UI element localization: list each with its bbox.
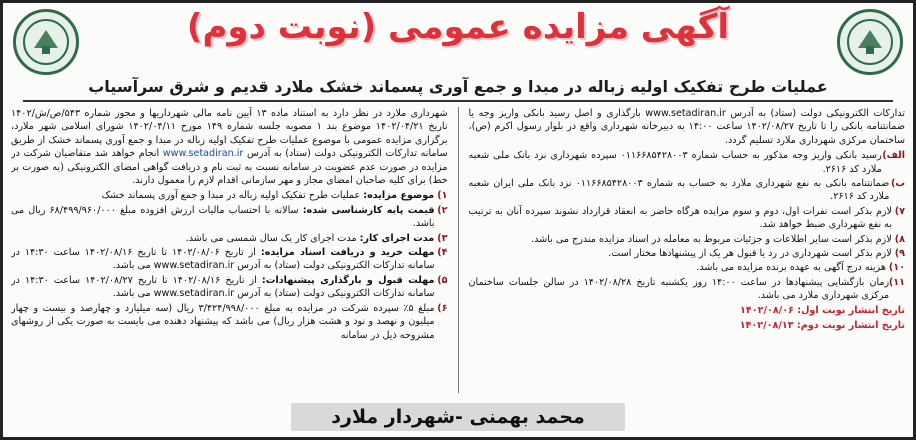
list-item: ۷) لازم بذکر است نفرات اول، دوم و سوم مزایده هرگاه حاضر به انعقاد قرارداد نشوند سپرده آنان به ترتیب به نفع شهرداری ضبط خواهد شد. (468, 205, 905, 231)
notice-title: آگهی مزایده عمومی (نوبت دوم) (186, 7, 730, 47)
list-item: ۵) مهلت قبول و بارگذاری پیشنهادات: از تاریخ ۱۴۰۲/۰۸/۱۶ تا تاریخ ۱۴۰۲/۰۸/۲۷ ساعت ۱۴:۳۰ در سامانه تدارکات الکترونیکی دولت (ستاد) به آدرس www.setadiran.ir می باشد. (11, 274, 448, 300)
intro-tail: انجام خواهد شد متقاضیان شرکت در مزایده در صورت عدم عضویت در سامانه نسبت به ثبت نام و دریافت گواهی امضای الکترونیکی (به صورت بر خط) برای کلیه صاحبان امضای مجاز و مهر سازمانی اقدام لازم را معمول دارند. (11, 148, 448, 187)
list-item: ۹) لازم بذکر است شهرداری در رد یا قبول هر یک از پیشنهادها مختار است. (608, 248, 905, 260)
list-item: ۴) مهلت خرید و دریافت اسناد مزایده: از تاریخ ۱۴۰۲/۰۸/۰۶ تا تاریخ ۱۴۰۲/۰۸/۱۶ ساعت ۱۴:۳۰ در سامانه تدارکات الکترونیکی دولت (ستاد) به آدرس www.setadiran.ir می باشد. (11, 247, 448, 272)
notice-subtitle: عملیات طرح تفکیک اولیه زباله در مبدا و جمع آوری پسماند خشک ملارد قدیم و شرق سرآسیاب (23, 77, 893, 102)
list-item: ۲) قیمت پایه کارشناسی شده: سالانه با احتساب مالیات ارزش افزوده مبلغ ۶۸/۴۹۹/۹۶۰/۰۰۰ ریال می باشد. (11, 204, 448, 230)
municipality-logo-left (13, 9, 79, 75)
emblem-icon (844, 16, 896, 68)
publish-date-first: تاریخ انتشار نوبت اول: ۱۴۰۲/۰۸/۰۶ (740, 304, 905, 316)
list-item: ۱۰) هزینه درج آگهی به عهده برنده مزایده می باشد. (696, 262, 905, 274)
list-item: ۳) مدت اجرای کار: مدت اجرای کار یک سال شمسی می باشد. (185, 232, 448, 244)
publish-date-second: تاریخ انتشار نوبت دوم: ۱۴۰۲/۰۸/۱۳ (739, 320, 905, 332)
municipality-logo-right (837, 9, 903, 75)
list-item: ۱) موضوع مزایده: عملیات طرح تفکیک اولیه زباله در مبدا و جمع آوری پسماند خشک (101, 190, 448, 202)
column-divider (458, 107, 459, 393)
list-item: ۶) مبلغ ۵٪ سپرده شرکت در مزایده به مبلغ ۳/۴۲۴/۹۹۸/۰۰۰ ریال (سه میلیارد و چهارصد و بیست و چهار میلیون و نهصد و نود و هشت هزار ریال) می باشد که پیشنهاد دهنده می بایست به صورت یکی از روشهای مشروحه ذیل در سامانه (11, 302, 448, 341)
notice-body (11, 107, 905, 393)
right-column (11, 107, 448, 393)
list-item: الف) رسید بانکی واریز وجه مذکور به حساب شماره ۰۱۱۶۶۸۵۴۲۸۰۰۳ سپرده شهرداری نزد بانک ملی شعبه ملارد کد ۲۶۱۶. (468, 150, 905, 175)
deposit-paragraph: تدارکات الکترونیکی دولت (ستاد) به آدرس www.setadiran.ir بارگذاری و اصل رسید بانکی واریز وجه یا ضمانتنامه بانکی را تا تاریخ ۱۴۰۲/۰۸/۲۷ ساعت ۱۴:۰۰ به دبیرخانه شهرداری واقع در بلوار رسول اکرم (ص)، ساختمان مرکزی شهرداری ملارد تسلیم گردد. (468, 108, 905, 146)
setad-link[interactable]: www.setadiran.ir (162, 148, 244, 160)
list-item: ۱۱) زمان بازگشایی پیشنهادها در ساعت ۱۴:۰۰ روز یکشنبه تاریخ ۱۴۰۲/۰۸/۲۸ در سالن جلسات ساختمان مرکزی شهرداری ملارد می باشد. (468, 276, 905, 302)
intro-paragraph (11, 107, 448, 187)
left-column (469, 107, 906, 393)
mayor-signature: محمد بهمنی -شهردار ملارد (291, 403, 624, 431)
intro-text: شهرداری ملارد در نظر دارد به استناد ماده ۱۳ آیین نامه مالی شهرداریها و مجوز شماره ۵۴۳/ص/ش/۱۴۰۲ تاریخ ۱۴۰۲/۰۴/۲۱ موضوع بند ۱ مصوبه جلسه شماره ۱۴۹ مورخ ۱۴۰۲/۰۴/۱۱ شورای اسلامی شهر ملارد، برگزاری مزایده عمومی با موضوع عملیات طرح تفکیک اولیه زباله در مبدا و جمع آوری پسماند خشک از طریق سامانه تدارکات الکترونیکی دولت (ستاد) به آدرس (11, 108, 448, 160)
emblem-icon (20, 16, 72, 68)
signature-bar (3, 403, 913, 431)
list-item: ۸) لازم بذکر است سایر اطلاعات و جزئیات مربوط به معامله در اسناد مزایده مندرج می باشد. (531, 233, 905, 245)
list-item: ب) ضمانتنامه بانکی به نفع شهرداری ملارد به حساب به شماره ۰۱۱۶۶۸۵۴۲۸۰۰۳ نزد بانک ملی ایران شعبه ملارد کد ۲۶۱۶. (468, 178, 905, 203)
